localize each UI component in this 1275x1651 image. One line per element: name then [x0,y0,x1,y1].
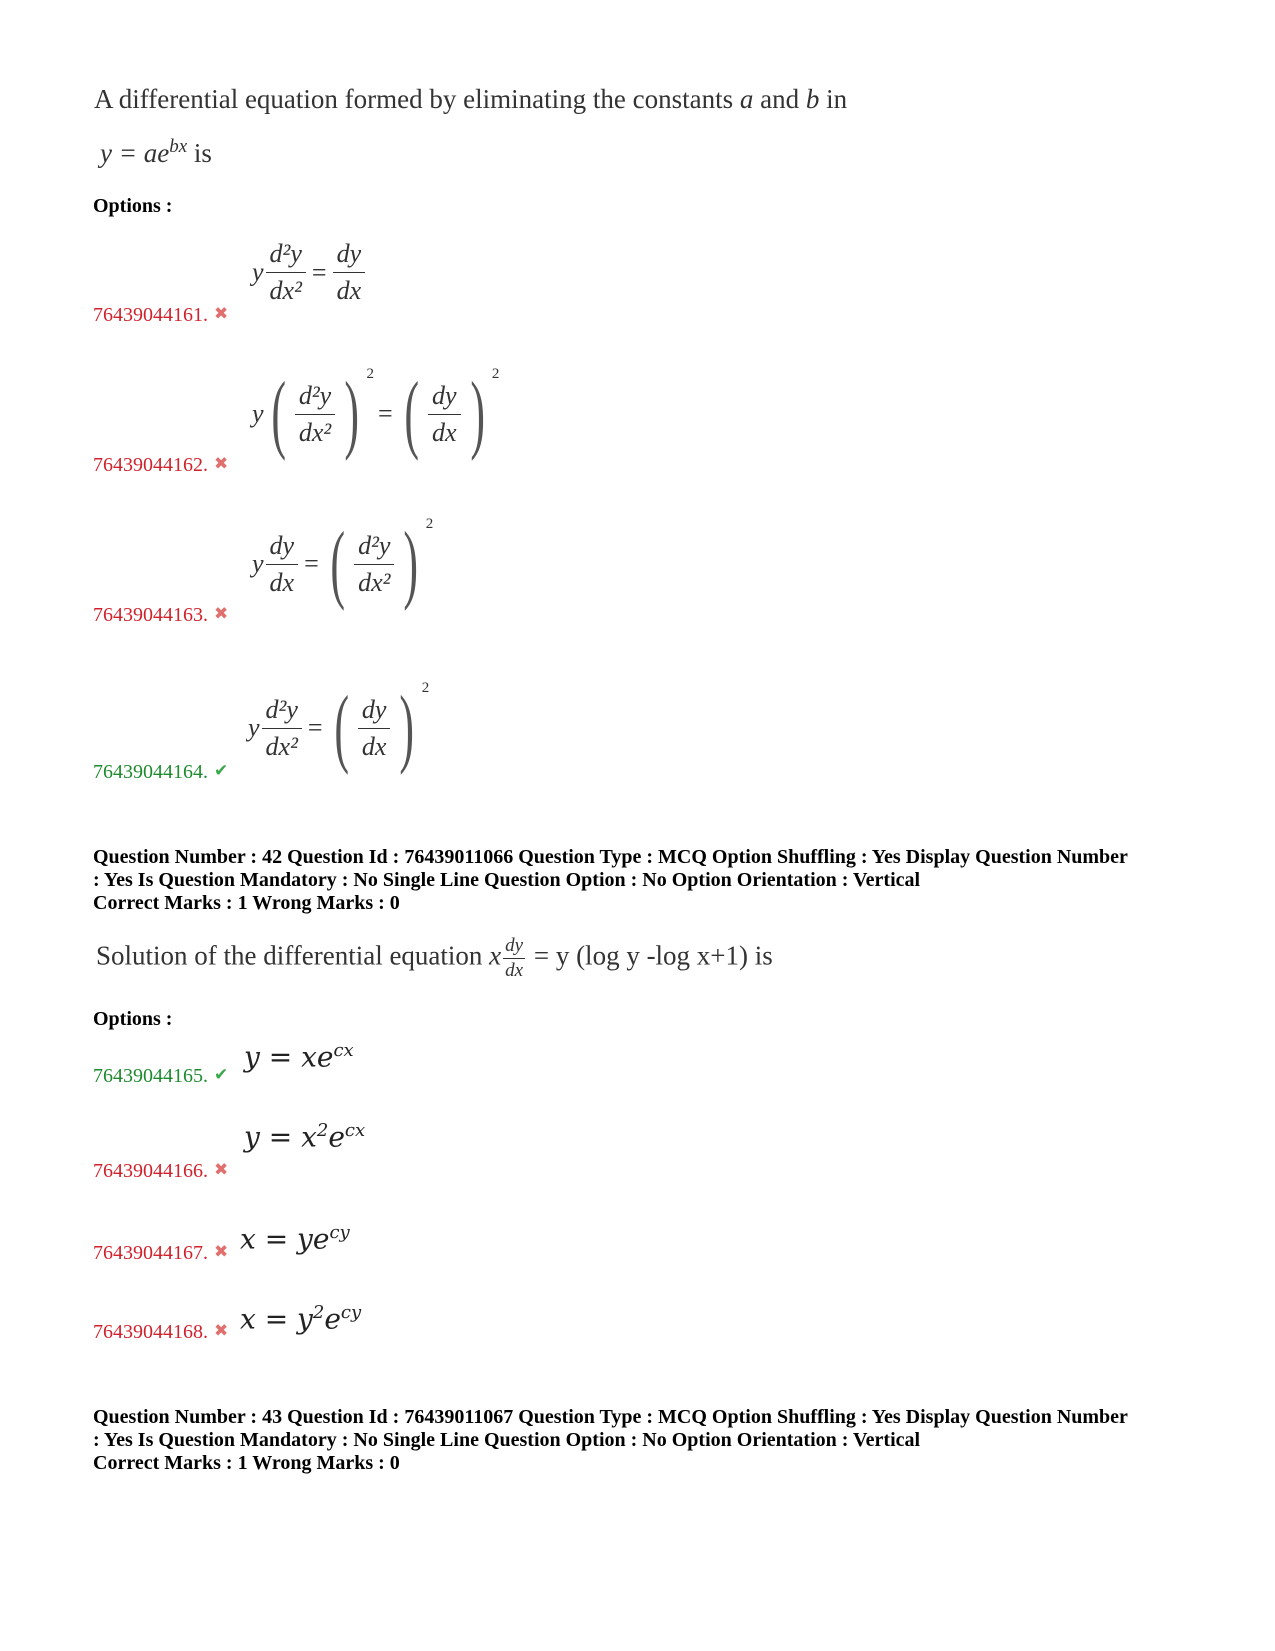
q42-fraction-dy-dx [503,934,525,983]
wrong-icon: ✖ [214,1160,229,1179]
q42-meta [93,846,1133,915]
eq-left-paren: ( [333,679,349,777]
option-id: 76439044164. [93,761,208,783]
q41-constant-b: b [805,84,820,114]
q41-equation: y = ae [100,138,170,168]
eq-fraction-d2y-dx2 [295,378,335,451]
eq-numerator: d²y [354,528,394,565]
wrong-icon: ✖ [214,604,229,623]
eq-exponent2: cx [344,1120,366,1141]
eq-right-paren: ) [403,515,419,613]
q41-question-and: and [753,84,806,114]
option-id: 76439044161. [93,304,208,326]
q41-question-line1 [94,84,847,115]
option-id: 76439044166. [93,1160,208,1182]
q42-option-4-equation [240,1302,361,1335]
q42-question-x: x [489,940,502,971]
correct-icon: ✔ [214,1065,229,1084]
eq-square: 2 [421,680,430,696]
q42-option-2[interactable] [93,1160,228,1183]
eq-right-paren: ) [399,679,415,777]
eq-square: 2 [366,366,375,382]
eq-right-paren: ) [344,365,360,463]
wrong-icon: ✖ [214,1321,229,1340]
q43-marks: Correct Marks : 1 Wrong Marks : 0 [93,1452,400,1474]
eq-lhs: y = xe [244,1040,334,1074]
eq-numerator: d²y [262,692,302,729]
eq-square: 2 [425,516,434,532]
q42-option-2-equation [244,1120,365,1153]
wrong-icon: ✖ [214,1242,229,1261]
eq-fraction-d2y-dx2 [354,528,394,601]
eq-denominator: dx [505,960,524,981]
eq-lhs: x = y [240,1302,313,1336]
wrong-icon: ✖ [214,454,229,473]
eq-lhs: x = ye [240,1222,330,1256]
option-id: 76439044168. [93,1321,208,1343]
eq-lhs: y = x [244,1120,317,1154]
q41-options-label: Options : [93,195,173,217]
q42-option-1[interactable] [93,1065,228,1088]
eq-exponent: 2 [312,1302,325,1323]
eq-denominator: dx [361,731,387,761]
q41-option-2-equation [252,365,500,463]
q42-meta-line2: : Yes Is Question Mandatory : No Single Line Question Option : No Option Orientation : Vertical [93,869,921,891]
q42-question-text: Solution of the differential equation [96,940,490,971]
q41-option-2[interactable] [93,454,228,477]
eq-numerator: dy [503,934,525,959]
eq-fraction-d2y-dx2 [266,236,306,309]
eq-numerator: d²y [266,236,306,273]
eq-fraction-dy-dx [358,692,391,765]
eq-fraction-dy-dx [428,378,461,451]
q42-question [96,934,773,983]
q42-marks: Correct Marks : 1 Wrong Marks : 0 [93,892,400,914]
q42-meta-line1: Question Number : 42 Question Id : 76439011066 Question Type : MCQ Option Shuffling : Yes Display Question Number [93,846,1128,868]
eq-equals: = [307,713,323,743]
eq-y: y [252,549,264,579]
q41-question-is: is [187,138,212,168]
eq-exponent: cx [333,1040,354,1061]
q41-option-4-equation [248,679,430,777]
eq-square: 2 [491,366,500,382]
q43-meta [93,1406,1133,1475]
q42-options-label: Options : [93,1008,173,1030]
eq-fraction-dy-dx [333,236,366,309]
eq-lhs2: e [328,1120,345,1154]
eq-equals: = [311,257,327,287]
eq-left-paren: ( [330,515,345,613]
q42-option-3-equation [240,1222,350,1255]
eq-numerator: dy [333,236,366,273]
eq-exponent2: cy [340,1302,362,1323]
q41-question-in: in [819,84,848,114]
eq-denominator: dx² [269,276,302,305]
eq-y: y [252,399,264,429]
eq-numerator: dy [266,528,299,565]
correct-icon: ✔ [214,761,229,780]
q42-option-4[interactable] [93,1321,228,1344]
q42-option-3[interactable] [93,1242,228,1265]
option-id: 76439044163. [93,604,208,626]
eq-denominator: dx² [265,731,298,761]
eq-equals: = [304,549,319,579]
eq-numerator: d²y [295,378,335,415]
eq-denominator: dx² [298,417,332,447]
eq-left-paren: ( [404,365,419,463]
q41-option-4[interactable] [93,761,228,784]
q42-option-1-equation [244,1040,354,1073]
q42-question-rhs: = y (log y -log x+1) is [527,940,773,971]
eq-denominator: dx [269,567,295,597]
q41-question-line2 [100,136,212,169]
eq-denominator: dx [336,276,362,305]
option-id: 76439044167. [93,1242,208,1264]
q41-equation-exponent: bx [169,136,188,157]
eq-left-paren: ( [270,365,286,463]
q43-meta-line2: : Yes Is Question Mandatory : No Single Line Question Option : No Option Orientation : Vertical [93,1429,921,1451]
eq-y: y [252,257,264,287]
q41-option-1-equation [252,236,367,309]
q41-option-1[interactable] [93,304,228,327]
eq-denominator: dx² [358,567,391,597]
eq-numerator: dy [358,692,391,729]
wrong-icon: ✖ [214,304,229,323]
eq-fraction-d2y-dx2 [262,692,302,765]
q41-option-3[interactable] [93,604,228,627]
eq-denominator: dx [432,417,457,447]
q41-question-text: A differential equation formed by eliminating the constants [94,84,740,114]
option-id: 76439044165. [93,1065,208,1087]
eq-numerator: dy [428,378,461,415]
eq-exponent: 2 [316,1120,329,1141]
q41-option-3-equation [252,515,434,613]
eq-y: y [248,713,260,743]
option-id: 76439044162. [93,454,208,476]
q43-meta-line1: Question Number : 43 Question Id : 76439011067 Question Type : MCQ Option Shuffling : Yes Display Question Number [93,1406,1128,1428]
eq-exponent: cy [329,1222,350,1243]
q41-constant-a: a [739,84,754,114]
eq-lhs2: e [324,1302,341,1336]
eq-right-paren: ) [469,365,485,463]
eq-fraction-dy-dx [266,528,299,601]
eq-equals: = [378,399,393,429]
